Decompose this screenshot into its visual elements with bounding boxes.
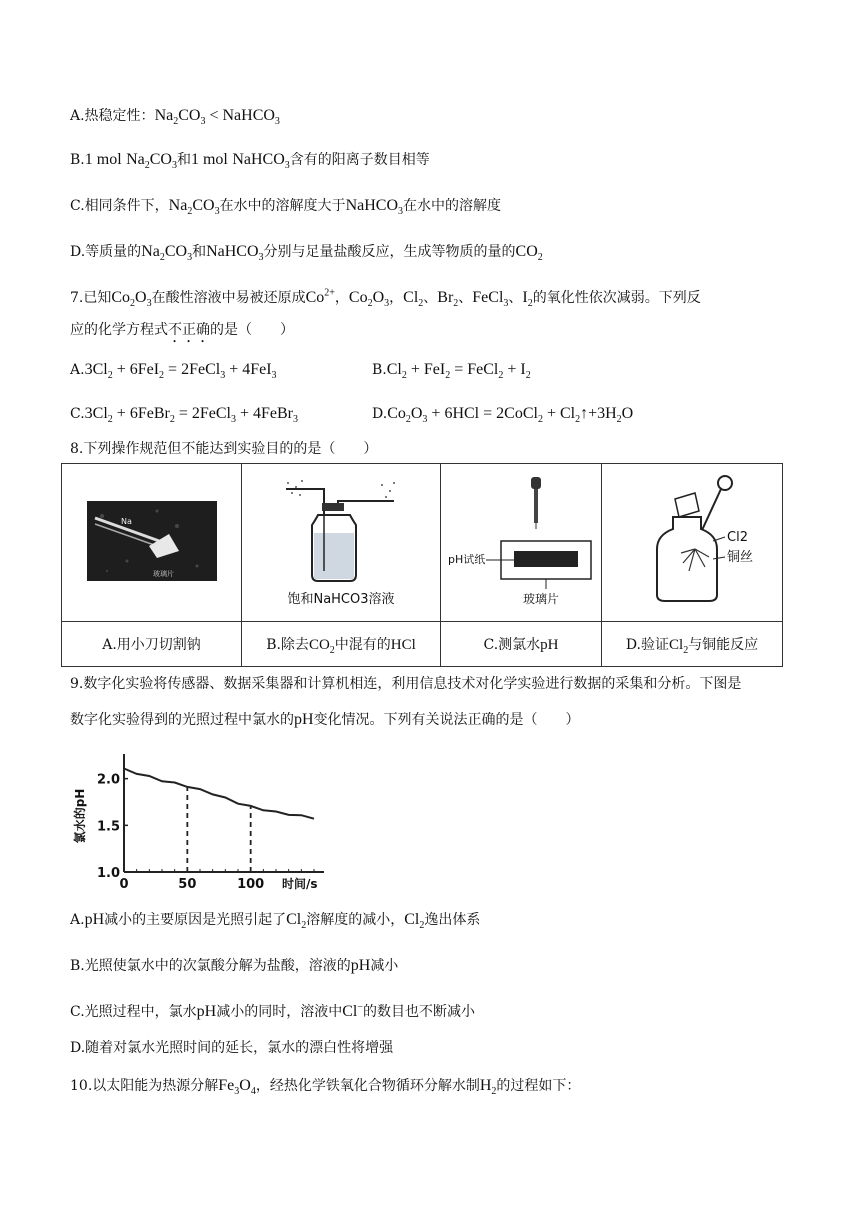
- cut-sodium-illustration: [87, 496, 217, 586]
- q7-b-eq: $Cl_2 + FeI_2$ = FeCl$_2$ + $I_2$: [386, 361, 531, 382]
- chart-ylabel: 氯水的pH: [73, 788, 87, 844]
- q6-a-formula: $Na_2CO_3$ < NaHCO$_3$: [154, 107, 280, 128]
- q9-option-b: B.光照使氯水中的次氯酸分解为盐酸，溶液的pH减小: [70, 957, 399, 974]
- chart-ytick-label: 1.5: [96, 819, 120, 835]
- chart-axes: [124, 754, 324, 872]
- q6-d-f2: NaHCO$_3$: [206, 243, 264, 264]
- caption-d-text1: D.验证: [625, 637, 669, 653]
- q7-c-label: C.: [70, 406, 85, 422]
- q7-b-label: B.: [372, 362, 387, 378]
- q6-d-f1: $Na_2CO_3$: [141, 243, 193, 264]
- q6-b-and: 和: [176, 152, 191, 168]
- caption-b-text2: 中混有的: [334, 637, 391, 653]
- q7-emphasis: 不正确: [168, 322, 210, 338]
- q10-stem: 10.以太阳能为热源分解$Fe_3O_4$，经热化学铁氧化合物循环分解水制$H_2$的过程如下：: [70, 1077, 581, 1098]
- q7-stem-line1: 7.已知$Co_2O_3$在酸性溶液中易被还原成$Co^{2+}$，$Co_2O_3$，$Cl_2$、$Br_2$、FeCl$_3$、$I_2$的氧化性依次减弱。下列反: [70, 287, 701, 310]
- wash-bottle-illustration: [266, 471, 416, 611]
- q6-a-prefix: A.热稳定性：: [70, 108, 155, 124]
- q6-b-mol1: 1 mol: [84, 151, 122, 168]
- chart-ytick-label: 1.0: [96, 866, 120, 881]
- q7-d-label: D.: [372, 406, 388, 422]
- chart-series-line: [124, 769, 314, 819]
- caption-b-text1: B.除去: [266, 637, 309, 653]
- ph-paper-illustration: [446, 471, 596, 611]
- svg-text:pH试纸: pH试纸: [448, 552, 486, 566]
- chart-xtick-label: 0: [119, 877, 129, 892]
- chart-dashed-markers: [187, 786, 250, 872]
- q6-d-prefix: D.等质量的: [70, 244, 142, 260]
- q6-b-prefix: B.: [70, 152, 85, 168]
- caption-a-text: A.用小刀切割钠: [102, 637, 201, 653]
- q7-stem2a: 应的化学方程式: [70, 322, 168, 338]
- caption-c: [441, 622, 602, 667]
- q6-c-suffix: 在水中的溶解度: [403, 198, 501, 214]
- cl2-copper-illustration: [617, 471, 767, 611]
- q9-option-d: D.随着对氯水光照时间的延长，氯水的漂白性将增强: [70, 1040, 394, 1056]
- q8-table: [61, 463, 783, 667]
- q6-b-f1: $Na_2CO_3$: [126, 151, 177, 172]
- caption-d-cl2: $Cl_2$: [669, 637, 689, 656]
- q7-option-d: [372, 404, 633, 424]
- svg-text:玻璃片: 玻璃片: [152, 569, 174, 578]
- q7-stem-line2: [70, 320, 294, 346]
- caption-c-text: C.测氯水: [483, 637, 541, 653]
- q6-option-d: [70, 242, 543, 262]
- caption-b-co2: $CO_2$: [308, 637, 335, 656]
- q9-stem-line2: 数字化实验得到的光照过程中氯水的pH变化情况。下列有关说法正确的是（ ）: [70, 711, 580, 728]
- chart-xlabel: 时间/s: [282, 877, 318, 891]
- svg-text:饱和NaHCO3溶液: 饱和NaHCO3溶液: [287, 591, 395, 607]
- q9-option-a: A.pH减小的主要原因是光照引起了$Cl_2$溶解度的减小，$Cl_2$逸出体系: [70, 911, 481, 932]
- q6-b-mol2: 1 mol: [190, 151, 228, 168]
- caption-b-hcl: HCl: [390, 637, 416, 653]
- q6-b-suffix: 含有的阳离子数目相等: [289, 152, 430, 168]
- q7-option-b: [372, 360, 531, 380]
- caption-d: [602, 622, 783, 667]
- ph-chart: [70, 742, 340, 892]
- image-wash-bottle: [242, 464, 441, 622]
- svg-text:铜丝: 铜丝: [727, 549, 754, 565]
- q6-option-b: [70, 150, 430, 170]
- svg-text:Cl2: Cl2: [727, 529, 748, 545]
- q9-option-c: C.光照过程中，氯水pH减小的同时，溶液中Cl−的数目也不断减小: [70, 1001, 475, 1020]
- q6-c-f2: NaHCO$_3$: [345, 197, 403, 218]
- caption-d-text2: 与铜能反应: [688, 637, 759, 653]
- caption-b: [242, 622, 441, 667]
- caption-c-ph: pH: [540, 637, 559, 653]
- q6-d-mid: 分别与足量盐酸反应，生成等物质的量的: [263, 244, 516, 260]
- q7-option-c: [70, 404, 298, 424]
- q7-stem2b: 的是（ ）: [210, 322, 294, 338]
- q7-a-label: A.: [70, 362, 85, 378]
- caption-a: [62, 622, 242, 667]
- q6-d-and: 和: [192, 244, 207, 260]
- q6-option-c: [70, 196, 501, 216]
- q7-c-eq: $3Cl_2$ + 6FeBr$_2$ = 2FeCl$_3$ + 4FeBr$_3$: [84, 405, 298, 426]
- svg-text:Na: Na: [120, 516, 132, 526]
- chart-ytick-label: 2.0: [96, 772, 120, 788]
- q8-stem: 8.下列操作规范但不能达到实验目的的是（ ）: [70, 441, 378, 457]
- chart-xtick-label: 100: [237, 877, 265, 892]
- q9-stem-line1: 9.数字化实验将传感器、数据采集器和计算机相连，利用信息技术对化学实验进行数据的采集和分析。下图是: [70, 676, 742, 692]
- q7-a-eq: $3Cl_2 + 6FeI_2$ = 2FeCl$_3$ + 4FeI$_3$: [84, 361, 277, 382]
- q7-d-eq: $Co_2O_3 + 6HCl$ = 2CoCl$_2$ + $Cl_2↑+3H_2O$: [387, 405, 634, 426]
- q6-option-a: [70, 106, 280, 126]
- image-cl2-copper: [602, 464, 783, 622]
- image-ph-paper: [441, 464, 602, 622]
- q6-c-mid: 在水中的溶解度大于: [219, 198, 346, 214]
- q6-c-prefix: C.相同条件下，: [70, 198, 169, 214]
- q7-option-a: [70, 360, 277, 380]
- q6-b-f2: NaHCO$_3$: [232, 151, 290, 172]
- svg-text:玻璃片: 玻璃片: [522, 591, 560, 606]
- q6-c-f1: $Na_2CO_3$: [168, 197, 220, 218]
- chart-xtick-label: 50: [178, 877, 197, 892]
- q6-d-f3: $CO_2$: [515, 243, 543, 264]
- image-cut-sodium: [62, 464, 242, 622]
